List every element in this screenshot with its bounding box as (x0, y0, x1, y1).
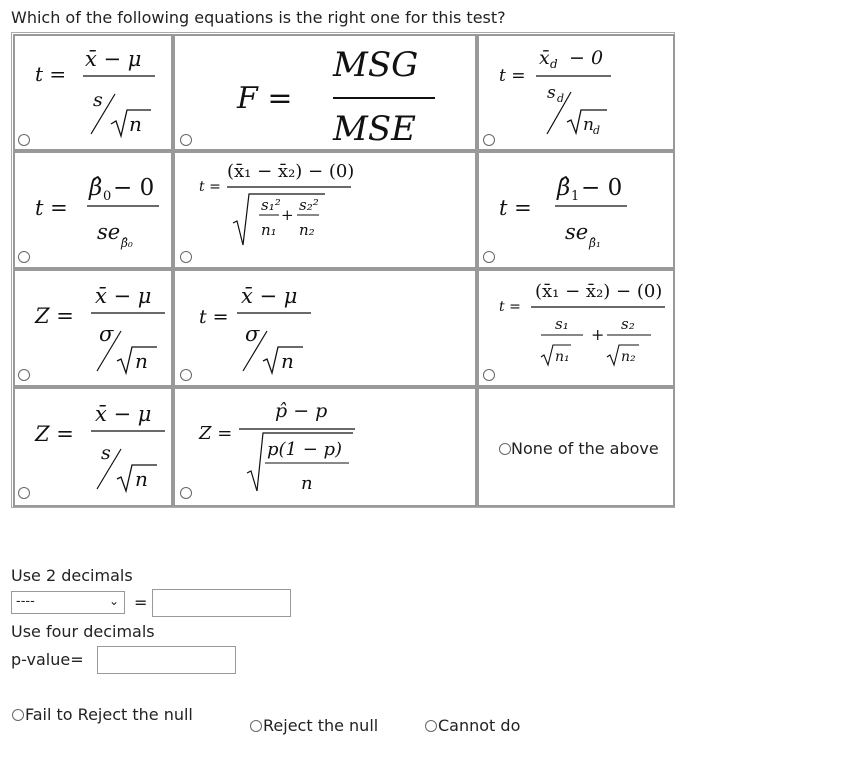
formula-numerator: p̂ − p (275, 400, 328, 422)
formula-anova-f (175, 36, 477, 151)
formula-lhs: t = (499, 66, 526, 86)
formula-s: s (547, 83, 556, 103)
option-cannot-do[interactable] (425, 716, 520, 735)
formula-sigma: σ (99, 322, 114, 346)
formula-choice-grid (11, 32, 675, 508)
formula-sigma: σ (245, 322, 260, 346)
radio-fail-to-reject[interactable] (12, 709, 24, 721)
formula-paired-t (479, 36, 675, 151)
choice-radio-none[interactable] (499, 443, 511, 455)
formula-n: n (301, 473, 313, 494)
formula-denominator: MSE (333, 109, 416, 149)
formula-numerator-rest: − 0 (581, 175, 623, 201)
formula-s2: s₂ (621, 315, 635, 333)
formula-n1: n₁ (261, 221, 277, 239)
radio-reject[interactable] (250, 720, 262, 732)
choice-radio-10[interactable] (18, 487, 30, 499)
choice-cell-9[interactable] (477, 269, 675, 387)
choice-radio-3[interactable] (483, 134, 495, 146)
choice-radio-5[interactable] (180, 251, 192, 263)
formula-lhs: t = (499, 196, 532, 220)
formula-s1: s₁² (261, 196, 281, 214)
formula-lhs: Z = (35, 422, 74, 446)
formula-s1: s₁ (555, 315, 569, 333)
choice-cell-11[interactable] (173, 387, 477, 507)
choice-cell-5[interactable] (173, 151, 477, 269)
choice-radio-7[interactable] (18, 369, 30, 381)
option-cannot-label: Cannot do (438, 716, 521, 735)
formula-s2: s₂² (299, 196, 319, 214)
formula-plus: + (281, 206, 294, 224)
formula-slope-b1-t (479, 153, 675, 269)
option-reject[interactable] (250, 716, 378, 735)
formula-one-sample-z-s (15, 389, 173, 507)
choice-radio-8[interactable] (180, 369, 192, 381)
formula-two-sample-t-sd (479, 271, 675, 387)
question-text: Which of the following equations is the right one for this test? (11, 8, 506, 27)
choice-radio-11[interactable] (180, 487, 192, 499)
choice-cell-7[interactable] (13, 269, 173, 387)
formula-n: n (583, 115, 594, 135)
formula-s-sub: d (557, 92, 565, 105)
formula-one-sample-t-s (15, 36, 173, 151)
choice-cell-1[interactable] (13, 34, 173, 151)
choice-radio-4[interactable] (18, 251, 30, 263)
formula-denominator-sub: β̂₀ (121, 236, 133, 250)
chevron-down-icon: ⌄ (108, 594, 119, 608)
choice-radio-6[interactable] (483, 251, 495, 263)
formula-denominator: se (565, 220, 589, 244)
formula-numerator: x̄ − μ (95, 402, 152, 426)
formula-lhs: t = (499, 299, 521, 315)
formula-numerator: MSG (333, 45, 419, 85)
formula-n: n (135, 467, 148, 491)
formula-plus: + (591, 325, 605, 344)
formula-s: s (101, 442, 111, 464)
formula-n2: n₂ (621, 349, 636, 365)
option-reject-label: Reject the null (263, 716, 379, 735)
none-option[interactable] (499, 439, 659, 458)
formula-lhs: t = (199, 179, 221, 195)
formula-lhs: F = (237, 81, 293, 116)
use-four-decimals-label: Use four decimals (11, 622, 155, 641)
formula-n-sub: d (593, 124, 601, 137)
use-two-decimals-label: Use 2 decimals (11, 566, 133, 585)
option-fail-to-reject[interactable] (12, 705, 193, 724)
statistic-select[interactable] (11, 591, 125, 614)
formula-one-sample-z-sigma (15, 271, 173, 387)
formula-lhs: t = (35, 62, 67, 86)
formula-n1: n₁ (555, 349, 570, 365)
formula-numerator: β̂ (89, 175, 103, 201)
formula-n: n (129, 112, 142, 136)
formula-numerator: x̄ − μ (241, 284, 298, 308)
choice-cell-10[interactable] (13, 387, 173, 507)
formula-n: n (135, 349, 148, 373)
formula-numerator: x̄ − μ (95, 284, 152, 308)
choice-cell-2[interactable] (173, 34, 477, 151)
formula-numerator-sub: 1 (571, 189, 580, 204)
choice-radio-1[interactable] (18, 134, 30, 146)
formula-numerator-sub: 0 (103, 189, 112, 204)
choice-cell-3[interactable] (477, 34, 675, 151)
formula-lhs: t = (35, 196, 68, 220)
formula-lhs: Z = (35, 304, 74, 328)
formula-numerator-rest: − 0 (569, 47, 604, 69)
formula-numerator: (x̄₁ − x̄₂) − (0) (535, 281, 663, 302)
formula-numerator-sub: d (550, 57, 558, 71)
p-value-input[interactable] (97, 646, 236, 674)
choice-radio-2[interactable] (180, 134, 192, 146)
formula-two-sample-t-variance (175, 153, 477, 269)
choice-cell-none[interactable] (477, 387, 675, 507)
formula-denominator: se (97, 220, 121, 244)
radio-cannot-do[interactable] (425, 720, 437, 732)
formula-denominator-sub: β̂₁ (589, 236, 601, 250)
formula-n2: n₂ (299, 221, 315, 239)
formula-inner-num: p(1 − p) (267, 439, 343, 460)
formula-numerator-rest: − 0 (113, 175, 155, 201)
choice-cell-6[interactable] (477, 151, 675, 269)
formula-s: s (93, 89, 103, 111)
p-value-label: p-value= (11, 650, 84, 669)
formula-proportion-z (175, 389, 477, 507)
formula-numerator: x̄ (539, 47, 550, 69)
formula-lhs: Z = (199, 423, 233, 444)
option-fail-label: Fail to Reject the null (25, 705, 193, 724)
formula-numerator: (x̄₁ − x̄₂) − (0) (227, 161, 355, 182)
choice-cell-8[interactable] (173, 269, 477, 387)
choice-radio-9[interactable] (483, 369, 495, 381)
none-label: None of the above (511, 439, 659, 458)
formula-lhs: t = (199, 306, 229, 328)
formula-one-sample-t-sigma (175, 271, 477, 387)
equals-sign: = (134, 593, 148, 612)
formula-n: n (281, 349, 294, 373)
statistic-value-input[interactable] (152, 589, 291, 617)
statistic-select-value: ---- (16, 594, 35, 609)
formula-slope-b0-t (15, 153, 173, 269)
choice-cell-4[interactable] (13, 151, 173, 269)
formula-numerator: β̂ (557, 175, 571, 201)
formula-numerator: x̄ − μ (85, 47, 142, 71)
